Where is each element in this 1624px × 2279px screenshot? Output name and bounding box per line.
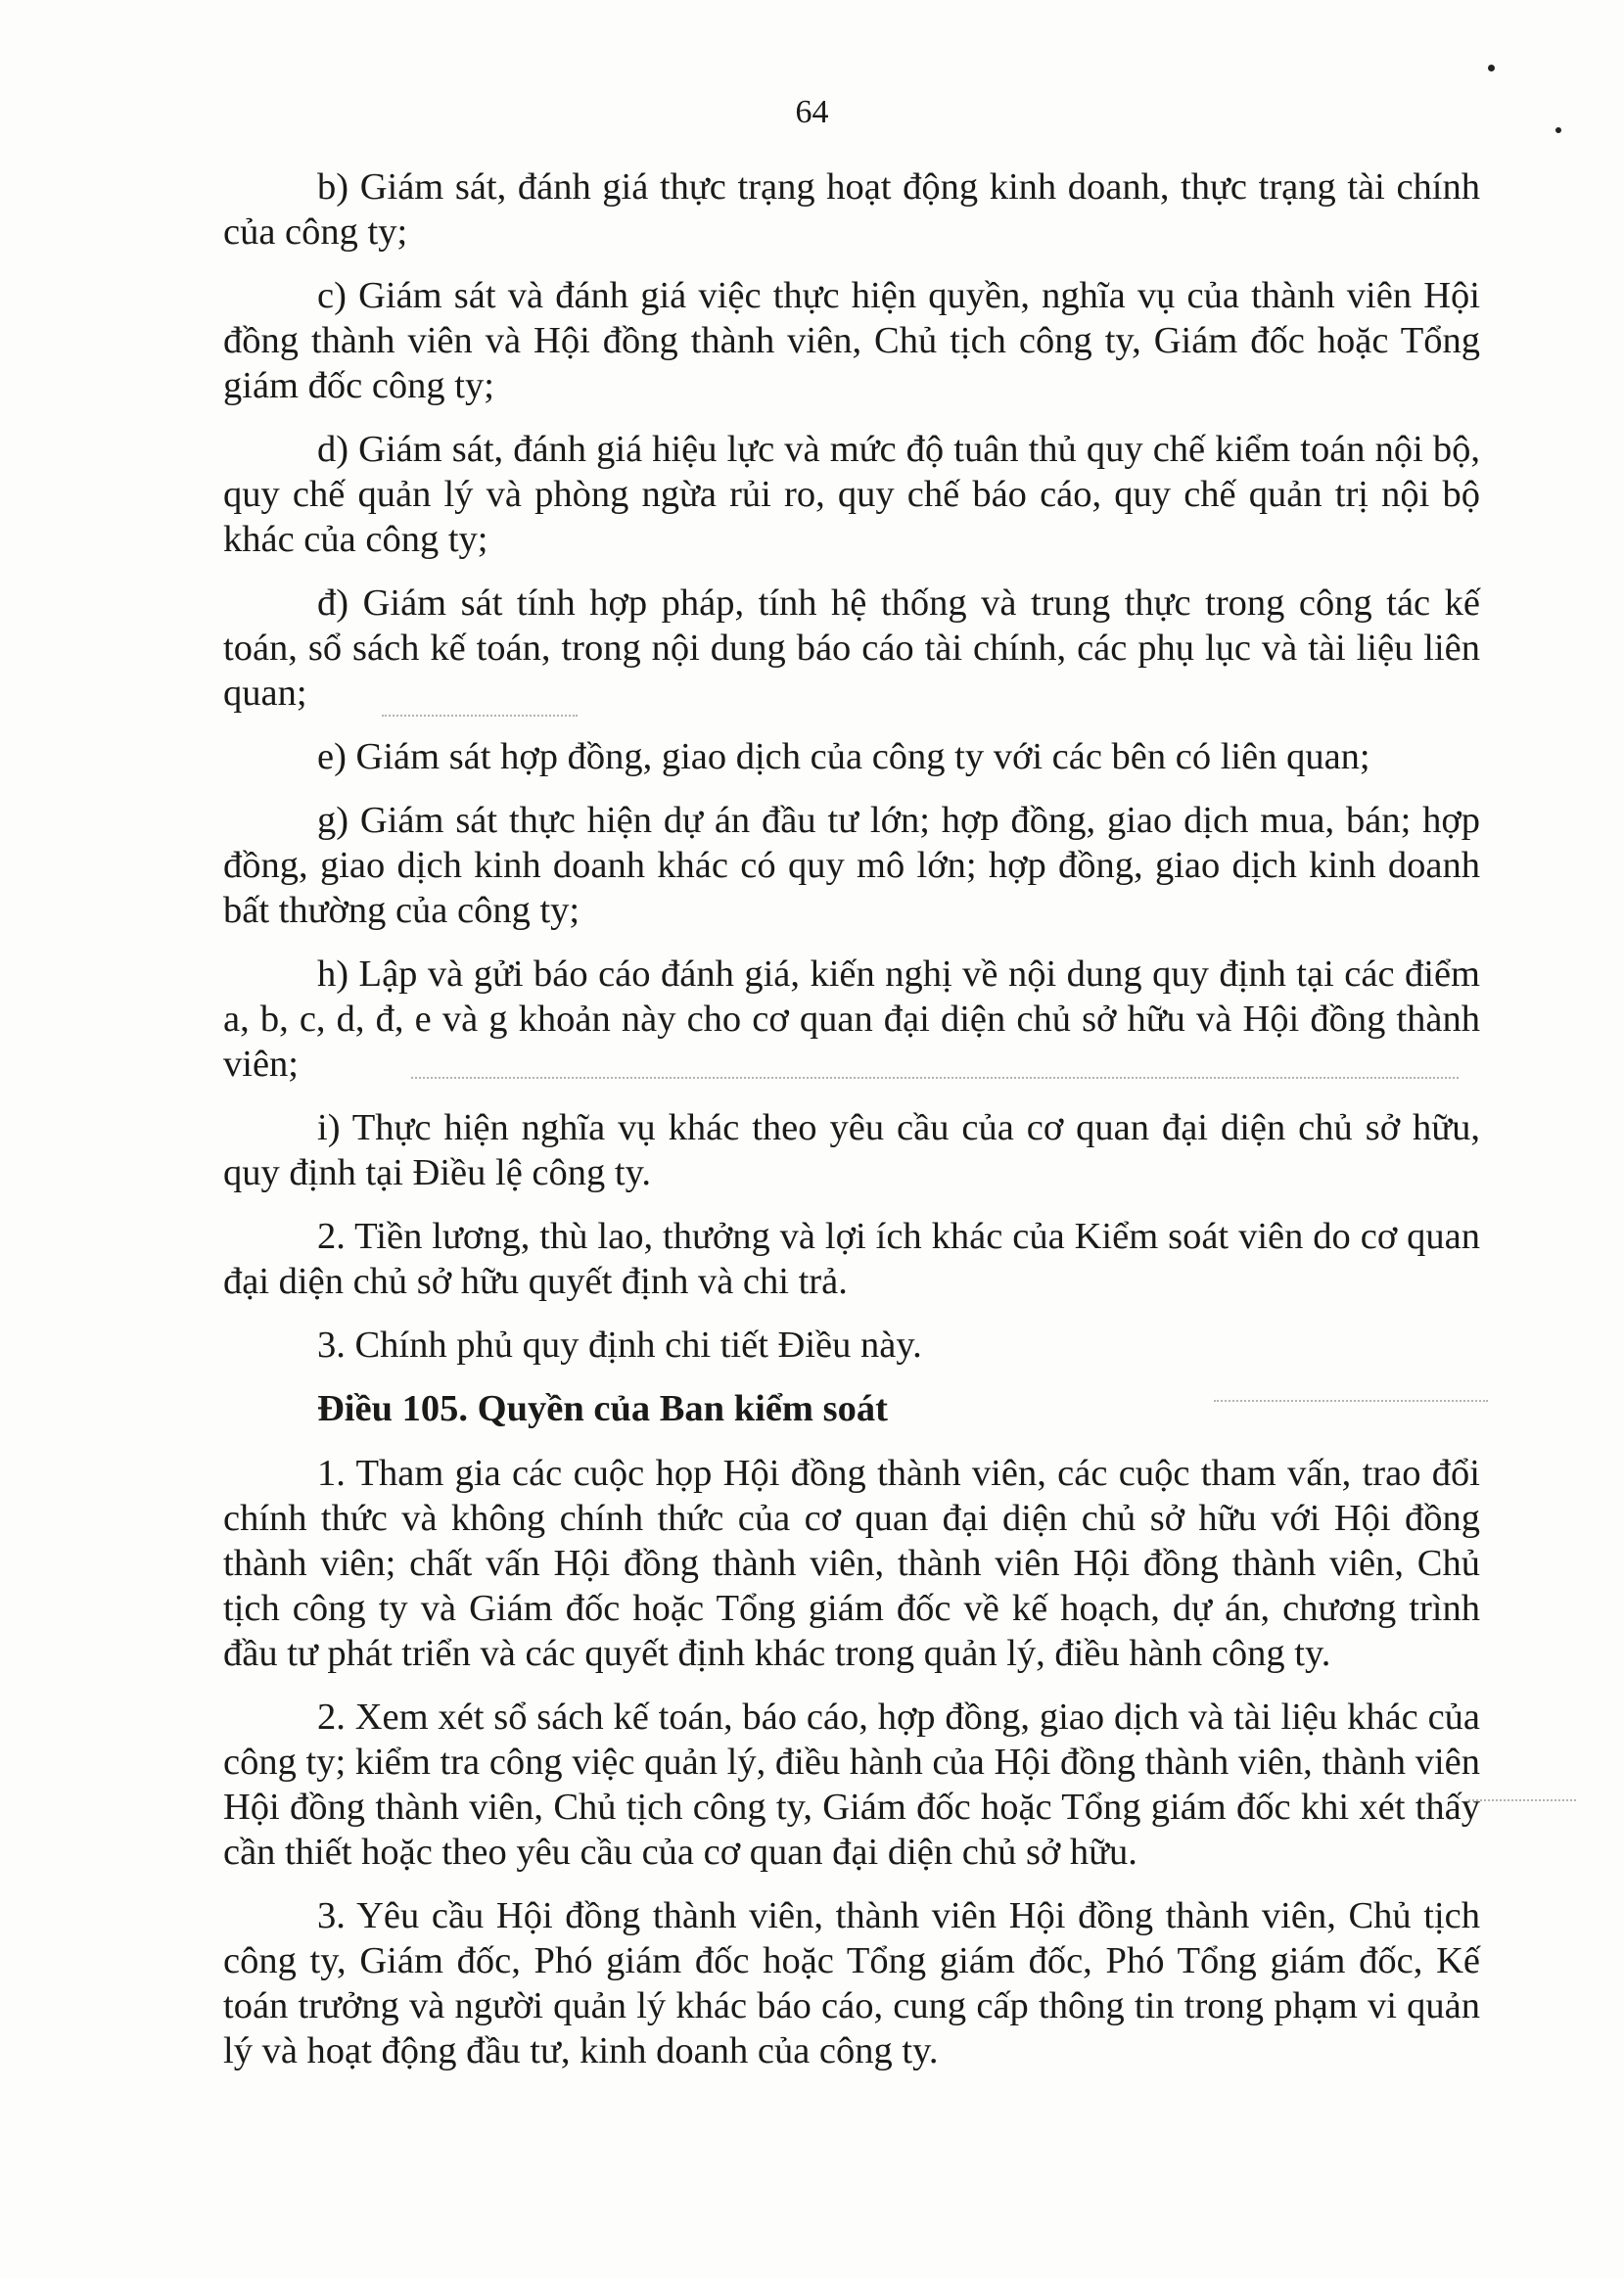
paragraph-item-g: g) Giám sát thực hiện dự án đầu tư lớn; hợp đồng, giao dịch mua, bán; hợp đồng, giao dịch kinh doanh khác có quy mô lớn; hợp đồng, giao dịch kinh doanh bất thường của công ty;	[223, 800, 1480, 931]
document-body	[223, 164, 1480, 2092]
paragraph-clause-3: 3. Chính phủ quy định chi tiết Điều này.	[317, 1325, 922, 1366]
scan-speck	[1488, 65, 1495, 71]
paragraph-item-b: b) Giám sát, đánh giá thực trạng hoạt động kinh doanh, thực trạng tài chính của công ty;	[223, 166, 1480, 253]
article-clause-3: 3. Yêu cầu Hội đồng thành viên, thành viên Hội đồng thành viên, Chủ tịch công ty, Giám đốc, Phó giám đốc hoặc Tổng giám đốc, Phó Tổng giám đốc, Kế toán trưởng và người quản lý khác báo cáo, cung cấp thông tin trong phạm vi quản lý và hoạt động đầu tư, kinh doanh của công ty.	[223, 1895, 1480, 2071]
scan-artifact-line	[1468, 1799, 1576, 1801]
paragraph-item-h: h) Lập và gửi báo cáo đánh giá, kiến nghị về nội dung quy định tại các điểm a, b, c, d, đ, e và g khoản này cho cơ quan đại diện chủ sở hữu và Hội đồng thành viên;	[223, 953, 1480, 1085]
paragraph-item-c: c) Giám sát và đánh giá việc thực hiện quyền, nghĩa vụ của thành viên Hội đồng thành viên và Hội đồng thành viên, Chủ tịch công ty, Giám đốc hoặc Tổng giám đốc công ty;	[223, 275, 1480, 406]
paragraph-item-i: i) Thực hiện nghĩa vụ khác theo yêu cầu của cơ quan đại diện chủ sở hữu, quy định tại Điều lệ công ty.	[223, 1107, 1480, 1193]
article-clause-2: 2. Xem xét sổ sách kế toán, báo cáo, hợp đồng, giao dịch và tài liệu khác của công ty; kiểm tra công việc quản lý, điều hành của Hội đồng thành viên, thành viên Hội đồng thành viên, Chủ tịch công ty, Giám đốc hoặc Tổng giám đốc khi xét thấy cần thiết hoặc theo yêu cầu của cơ quan đại diện chủ sở hữu.	[223, 1697, 1480, 1873]
article-clause-1: 1. Tham gia các cuộc họp Hội đồng thành viên, các cuộc tham vấn, trao đổi chính thức và không chính thức của cơ quan đại diện chủ sở hữu với Hội đồng thành viên; chất vấn Hội đồng thành viên, thành viên Hội đồng thành viên, Chủ tịch công ty và Giám đốc hoặc Tổng giám đốc về kế hoạch, dự án, chương trình đầu tư phát triển và các quyết định khác trong quản lý, điều hành công ty.	[223, 1453, 1480, 1674]
paragraph-item-d: d) Giám sát, đánh giá hiệu lực và mức độ tuân thủ quy chế kiểm toán nội bộ, quy chế quản lý và phòng ngừa rủi ro, quy chế báo cáo, quy chế quản trị nội bộ khác của công ty;	[223, 429, 1480, 560]
paragraph-clause-2: 2. Tiền lương, thù lao, thưởng và lợi ích khác của Kiểm soát viên do cơ quan đại diện chủ sở hữu quyết định và chi trả.	[223, 1216, 1480, 1302]
paragraph-item-dd: đ) Giám sát tính hợp pháp, tính hệ thống và trung thực trong công tác kế toán, sổ sách kế toán, trong nội dung báo cáo tài chính, các phụ lục và tài liệu liên quan;	[223, 582, 1480, 714]
page-number: 64	[795, 94, 829, 130]
article-heading: Điều 105. Quyền của Ban kiểm soát	[317, 1388, 888, 1429]
paragraph-item-e: e) Giám sát hợp đồng, giao dịch của công ty với các bên có liên quan;	[317, 736, 1370, 777]
